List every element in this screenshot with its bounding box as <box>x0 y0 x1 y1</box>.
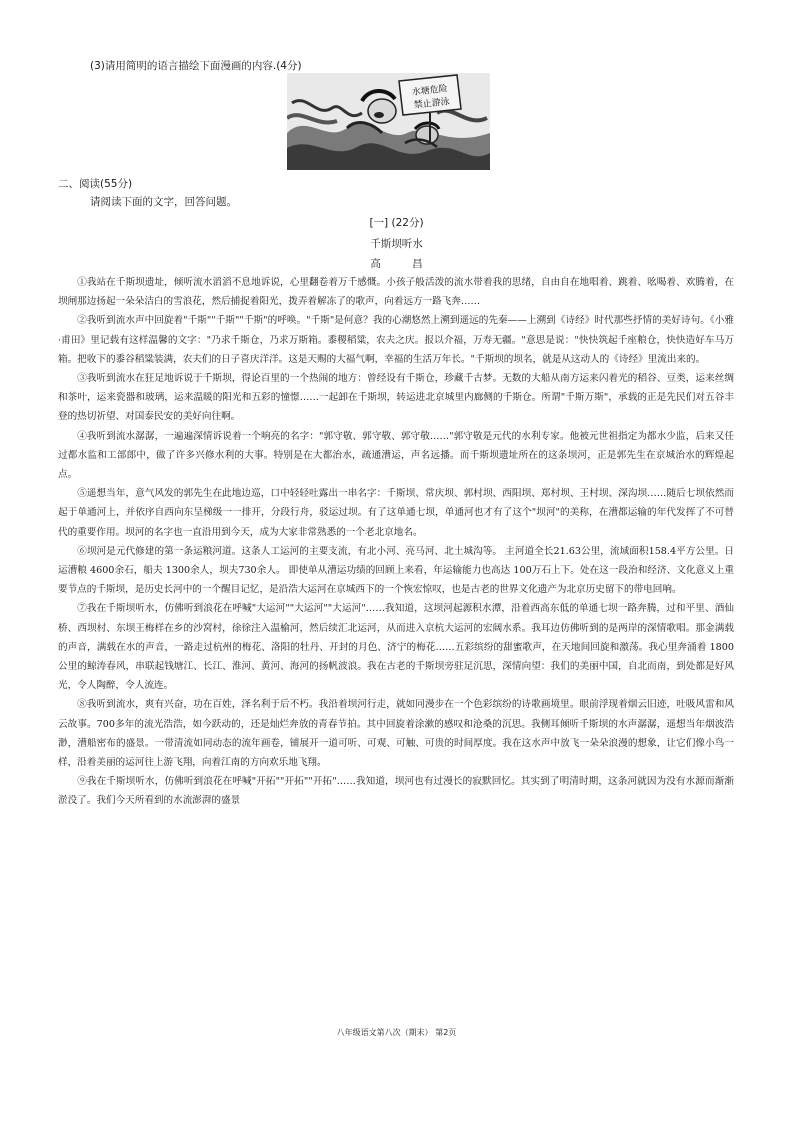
paragraph-6: ⑥坝河是元代修建的第一条运粮河道。这条人工运河的主要支流，有北小河、亮马河、北土城沟等。 主河道全长21.63公里，流域面积158.4平方公里。日运漕粮 4600余石，船夫 1300余人，坝夫730余人。 即使单从漕运功绩的回顾上来看，年运输能力也高达 100万石上下。处在这一段治和经济、文化意义上重要节点的千斯坝，是历史长河中的一个醒目记忆，是沿浩大运河在京城西下的一个恢宏惊叹，也是古老的世界文化遗产为北京历史留下的带电回响。 <box>58 545 734 596</box>
paragraph-2: ②我听到流水声中回旋着"千斯""千斯""千斯"的呼唤。"千斯"是何意？我的心潮悠然上溯到遥远的先秦——上溯到《诗经》时代那些抒情的美好诗句。《小雅·甫田》里记载有这样温馨的文字："乃求千斯仓，乃求万斯箱。黍稷稻粱，农夫之庆。报以介福，万寿无疆。"意思是说："快快筑起千座粮仓，快快造好车马万箱。把收下的黍谷稻粱装满，农夫们的日子喜庆洋洋。这是天赐的大福气啊，幸福的生活万年长。"千斯坝的坝名，就是从这动人的《诗经》里流出来的。 <box>58 315 734 365</box>
article-author: 高 昌 <box>370 258 437 270</box>
cartoon-illustration <box>287 73 490 170</box>
paragraph-3: ③我听到流水在狂足地诉说于千斯坝，得论百里的一个热闹的地方：曾经设有千斯仓，珍藏千古梦。无数的大船从南方运来闪着光的稻谷、豆类，运来丝绸和茶叶，运来瓷器和玻璃，运来温暖的阳光和五彩的憧憬……一起卸在千斯坝，转运进北京城里内廊侧的千斯仓。所谓"千斯万斯"，承载的正是先民们对五谷丰登的热切祈望、对国泰民安的美好向往啊。 <box>58 373 734 423</box>
page-footer: 八年级语文第八次（期末） 第2页 <box>336 1028 457 1037</box>
warning-sign-line2: 禁止游泳 <box>413 97 451 111</box>
warning-sign-line1: 水塘危险 <box>411 84 449 98</box>
reading-instruction: 请阅读下面的文字，回答问题。 <box>90 196 237 208</box>
paragraph-1: ①我站在千斯坝遗址，倾听流水滔滔不息地诉说，心里翻卷着万千感慨。小孩子般活泼的流水带着我的思绪，自由自在地唱着、跳着、吆喝着、欢腾着，在坝闸那边扬起一朵朵洁白的雪浪花，然后捕捉着阳光，拨弄着解冻了的歌声，向着远方一路飞奔…… <box>58 277 734 308</box>
paragraph-9: ⑨我在千斯坝听水，仿佛听到浪花在呼喊"开拓""开拓""开拓"……我知道，坝河也有过漫长的寂默回忆。其实到了明清时期，这条河就因为没有水源而渐渐淤没了。我们今天所看到的水流澎湃的盛景 <box>58 776 734 807</box>
article-title: 千斯坝听水 <box>370 238 423 250</box>
paragraph-5: ⑤遥想当年，意气风发的郭先生在此地边巡，口中轻轻吐露出一串名字：千斯坝、常庆坝、郭村坝、西阳坝、郑村坝、王村坝、深沟坝……随后七坝依然而起于单通河上，并依序自西向东呈梯级一一排开，分段行舟，驳运过坝。有了这单通七坝，单通河也才有了这个"坝河"的美称，在漕都运输的年代发挥了不可替代的重要作用。坝河的名字也一直沿用到今天，成为大家非常熟悉的一个老北京地名。 <box>58 488 734 538</box>
part-label: [一] (22分) <box>369 217 424 229</box>
question-3: (3)请用简明的语言描绘下面漫画的内容.(4分) <box>90 60 302 72</box>
section-heading: 二、阅读(55分) <box>58 178 133 190</box>
article-body <box>58 273 734 811</box>
paragraph-8: ⑧我听到流水，爽有兴奋，功在百姓，泽名利于后不朽。我沿着坝河行走，就如同漫步在一个色彩缤纷的诗歌画境里。眼前浮现着烟云旧迹，吐吸风雷和风云故事。700多年的流光浩浩，如今跃动的，还是灿烂奔放的青春节拍。其中回旋着涂漱的感叹和沧桑的沉思。我侧耳倾听千斯坝的水声潺潺，遥想当年烟波浩渺，漕船密布的盛景。一带清流如同动态的流年画卷，铺展开一道可听、可观、可触、可贵的时间厚度。我在这水声中放飞一朵朵浪漫的想象，让它们像小鸟一样，沿着美丽的运河往上游飞翔，向着江南的方向欢乐地飞翔。 <box>58 699 734 769</box>
paragraph-7: ⑦我在千斯坝听水，仿佛听到浪花在呼喊"大运河""大运河""大运河"……我知道，这坝河起源积水潭，沿着西高东低的单通七坝一路奔腾，过和平里、酒仙桥、西坝村、东坝王梅样在乡的沙窝村，徐徐注入温榆河，然后续汇北运河，从而进入京杭大运河的宏阔水系。我耳边仿佛听到的是两岸的深情歌唱。那金满载的声音，满载在水的声音，一路走过杭州的梅花、洛阳的牡丹、开封的月色、济宁的梅花……五彩缤纷的甜蜜歌声，在天地间回旋和激荡。我心里奔涌着 1800 公里的鲸涛春风，串联起钱塘江、长江、淮河、黄河、海河的扬帆波浪。我在古老的千斯坝旁驻足沉思，深情向望：我们的美丽中国，自北而南，到处都是好风光，令人陶醉，令人流连。 <box>58 603 734 692</box>
paragraph-4: ④我听到流水潺潺，一遍遍深情诉说着一个响亮的名字："郭守敬、郭守敬、郭守敬……"郭守敬是元代的水利专家。他被元世祖指定为都水少监，后来又任过都水监和工部郎中，做了许多兴修水利的大事。特别是在大都治水，疏通漕运，声名远播。而千斯坝遗址所在的这条坝河，正是郭先生在京城治水的辉煌起点。 <box>58 430 734 481</box>
